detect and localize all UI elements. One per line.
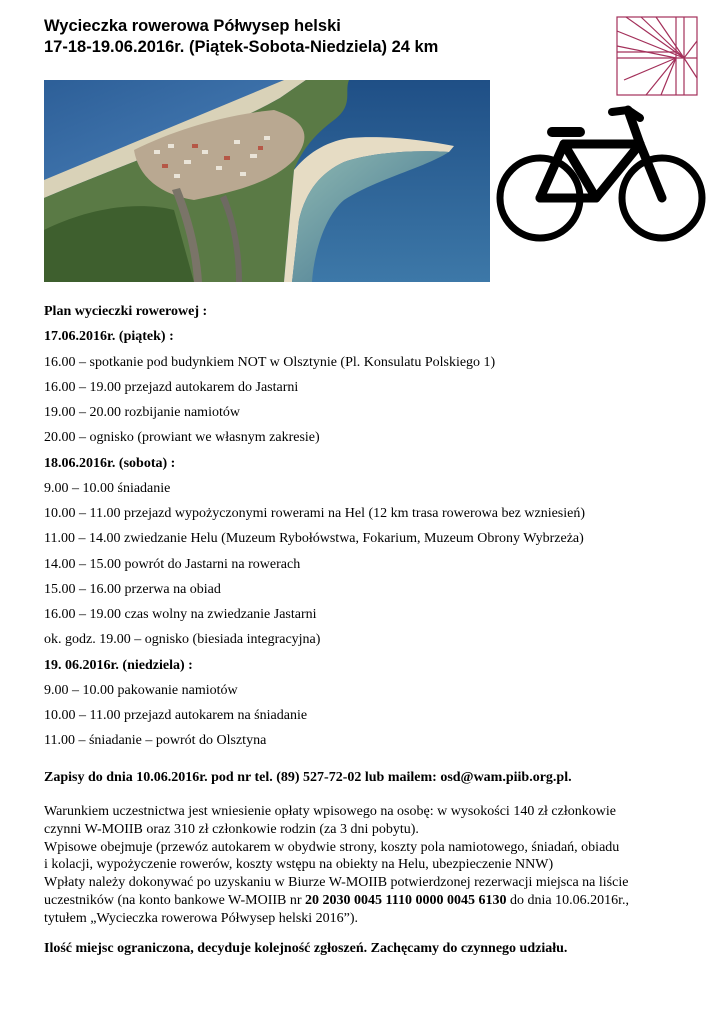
- hel-peninsula-photo: [44, 80, 490, 282]
- plan-day-heading: 19. 06.2016r. (niedziela) :: [44, 657, 193, 673]
- terms-line: tytułem „Wycieczka rowerowa Półwysep helski 2016”).: [44, 910, 359, 926]
- document-title: [44, 16, 438, 58]
- terms-line: Warunkiem uczestnictwa jest wniesienie opłaty wpisowego na osobę: w wysokości 140 zł członkowie: [44, 804, 616, 819]
- terms-line: [44, 892, 704, 910]
- terms-line: Wpisowe obejmuje (przewóz autokarem w obydwie strony, koszty pola namiotowego, śniadań, obiadu: [44, 839, 620, 855]
- plan-item: 10.00 – 11.00 przejazd wypożyczonymi rowerami na Hel (12 km trasa rowerowa bez wzniesień): [44, 506, 586, 521]
- plan-item: 19.00 – 20.00 rozbijanie namiotów: [44, 405, 240, 420]
- plan-day-heading: 17.06.2016r. (piątek) :: [44, 329, 174, 345]
- bicycle-icon: [494, 102, 708, 242]
- plan-item: 9.00 – 10.00 pakowanie namiotów: [44, 682, 238, 698]
- participation-terms: [44, 803, 704, 928]
- signup-info: Zapisy do dnia 10.06.2016r. pod nr tel. (89) 527-72-02 lub mailem: osd@wam.piib.org.pl.: [44, 770, 572, 785]
- terms-text: uczestników (na konto bankowe W-MOIIB nr: [44, 892, 306, 908]
- plan-item: 10.00 – 11.00 przejazd autokarem na śniadanie: [44, 708, 308, 723]
- plan-day-heading: 18.06.2016r. (sobota) :: [44, 455, 176, 471]
- plan-item: 11.00 – śniadanie – powrót do Olsztyna: [44, 733, 267, 749]
- plan-item: 14.00 – 15.00 powrót do Jastarni na rowerach: [44, 556, 301, 572]
- plan-item: 20.00 – ognisko (prowiant we własnym zakresie): [44, 430, 320, 446]
- trip-plan: [44, 299, 585, 754]
- organization-logo: [616, 16, 698, 96]
- plan-item: 9.00 – 10.00 śniadanie: [44, 480, 171, 496]
- plan-item: 11.00 – 14.00 zwiedzanie Helu (Muzeum Rybołówstwa, Fokarium, Muzeum Obrony Wybrzeża): [44, 531, 584, 547]
- plan-heading: Plan wycieczki rowerowej :: [44, 304, 208, 319]
- terms-text: do dnia 10.06.2016r.,: [506, 892, 629, 908]
- plan-item: 16.00 – 19.00 przejazd autokarem do Jastarni: [44, 379, 299, 395]
- title-line-1: Wycieczka rowerowa Półwysep helski: [44, 17, 341, 35]
- terms-line: i kolacji, wypożyczenie rowerów, koszty wstępu na obiekty na Helu, ubezpieczenie NNW): [44, 857, 554, 873]
- closing-note: Ilość miejsc ograniczona, decyduje kolejność zgłoszeń. Zachęcamy do czynnego udziału.: [44, 941, 568, 956]
- terms-line: czynni W-MOIIB oraz 310 zł członkowie rodzin (za 3 dni pobytu).: [44, 821, 419, 837]
- bank-account-number: 20 2030 0045 1110 0000 0045 6130: [305, 892, 507, 908]
- title-line-2: 17-18-19.06.2016r. (Piątek-Sobota-Niedziela) 24 km: [44, 38, 439, 56]
- plan-item: 16.00 – spotkanie pod budynkiem NOT w Olsztynie (Pl. Konsulatu Polskiego 1): [44, 354, 496, 370]
- plan-item: 15.00 – 16.00 przerwa na obiad: [44, 581, 221, 597]
- terms-line: Wpłaty należy dokonywać po uzyskaniu w Biurze W-MOIIB potwierdzonej rezerwacji miejsca na liście: [44, 875, 629, 891]
- plan-item: ok. godz. 19.00 – ognisko (biesiada integracyjna): [44, 632, 321, 648]
- plan-item: 16.00 – 19.00 czas wolny na zwiedzanie Jastarni: [44, 607, 317, 622]
